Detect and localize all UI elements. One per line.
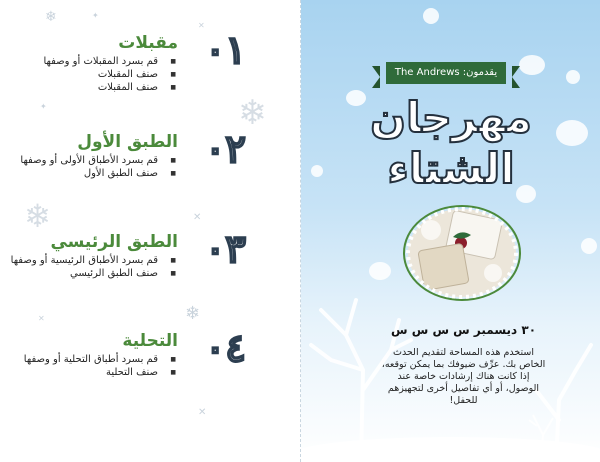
- snowflake-icon: [423, 8, 439, 24]
- section-title: الطبق الأول: [77, 132, 178, 152]
- list-item: ■ صنف الطبق الأول: [0, 167, 180, 180]
- section-number: ٠٣: [205, 226, 246, 271]
- section-number: ٠١: [205, 27, 246, 72]
- list-item: ■ قم بسرد الأطباق الأولى أو وصفها: [0, 154, 180, 167]
- list-item: ■ صنف المقبلات: [0, 68, 180, 81]
- section-title: مقبلات: [118, 33, 178, 53]
- section-items: [0, 55, 180, 94]
- cover-panel: [301, 0, 600, 462]
- section-title: الطبق الرئيسي: [50, 232, 178, 252]
- snowflake-icon: ❄: [24, 197, 51, 235]
- snowflake-icon: [311, 165, 323, 177]
- list-item: ■ قم بسرد المقبلات أو وصفها: [0, 55, 180, 68]
- snowflake-icon: ❄: [238, 93, 267, 133]
- section-items: [0, 154, 180, 180]
- event-description: استخدم هذه المساحة لتقديم الحدث الخاص بك. عرِّف ضيوفك بما يمكن توقعه، إذا كانت هناك إرشادات خاصة عند الوصول، أو أي تفاصيل أخرى لتجهيزهم للحفل!: [381, 347, 546, 406]
- presenter-banner: [386, 62, 506, 84]
- menu-section-first-course: [0, 126, 300, 222]
- banner-text: يقدمون: The Andrews: [394, 67, 498, 78]
- snowflake-icon: ❄: [45, 9, 57, 25]
- menu-section-main-course: [0, 226, 300, 322]
- list-item: ■ صنف المقبلات: [0, 81, 180, 94]
- sparkle-icon: ✕: [38, 314, 45, 323]
- snowflake-icon: [519, 55, 545, 75]
- event-title-line2: الشتاء: [387, 144, 515, 193]
- event-date: ٣٠ ديسمبر س س س س: [390, 323, 537, 337]
- event-title-line1: مهرجان: [370, 93, 532, 142]
- snowflake-icon: [566, 70, 580, 84]
- sparkle-icon: ✦: [40, 102, 47, 111]
- section-title: التحلية: [122, 331, 178, 351]
- section-items: [0, 353, 180, 379]
- sparkle-icon: ✦: [92, 11, 99, 20]
- list-item: ■ قم بسرد أطباق التحلية أو وصفها: [0, 353, 180, 366]
- sparkle-icon: ✕: [198, 407, 207, 418]
- snow-globe-photo: [401, 205, 523, 301]
- list-item: ■ صنف التحلية: [0, 366, 180, 379]
- sparkle-icon: ✕: [198, 21, 205, 30]
- list-item: ■ صنف الطبق الرئيسي: [0, 267, 180, 280]
- section-items: [0, 254, 180, 280]
- section-number: ٠٢: [205, 126, 246, 171]
- sparkle-icon: ✕: [193, 212, 202, 223]
- section-number: ٠٤: [205, 325, 246, 370]
- menu-section-dessert: [0, 325, 300, 421]
- snowflake-icon: ❄: [185, 303, 201, 324]
- menu-section-appetizers: [0, 27, 300, 123]
- list-item: ■ قم بسرد الأطباق الرئيسية أو وصفها: [0, 254, 180, 267]
